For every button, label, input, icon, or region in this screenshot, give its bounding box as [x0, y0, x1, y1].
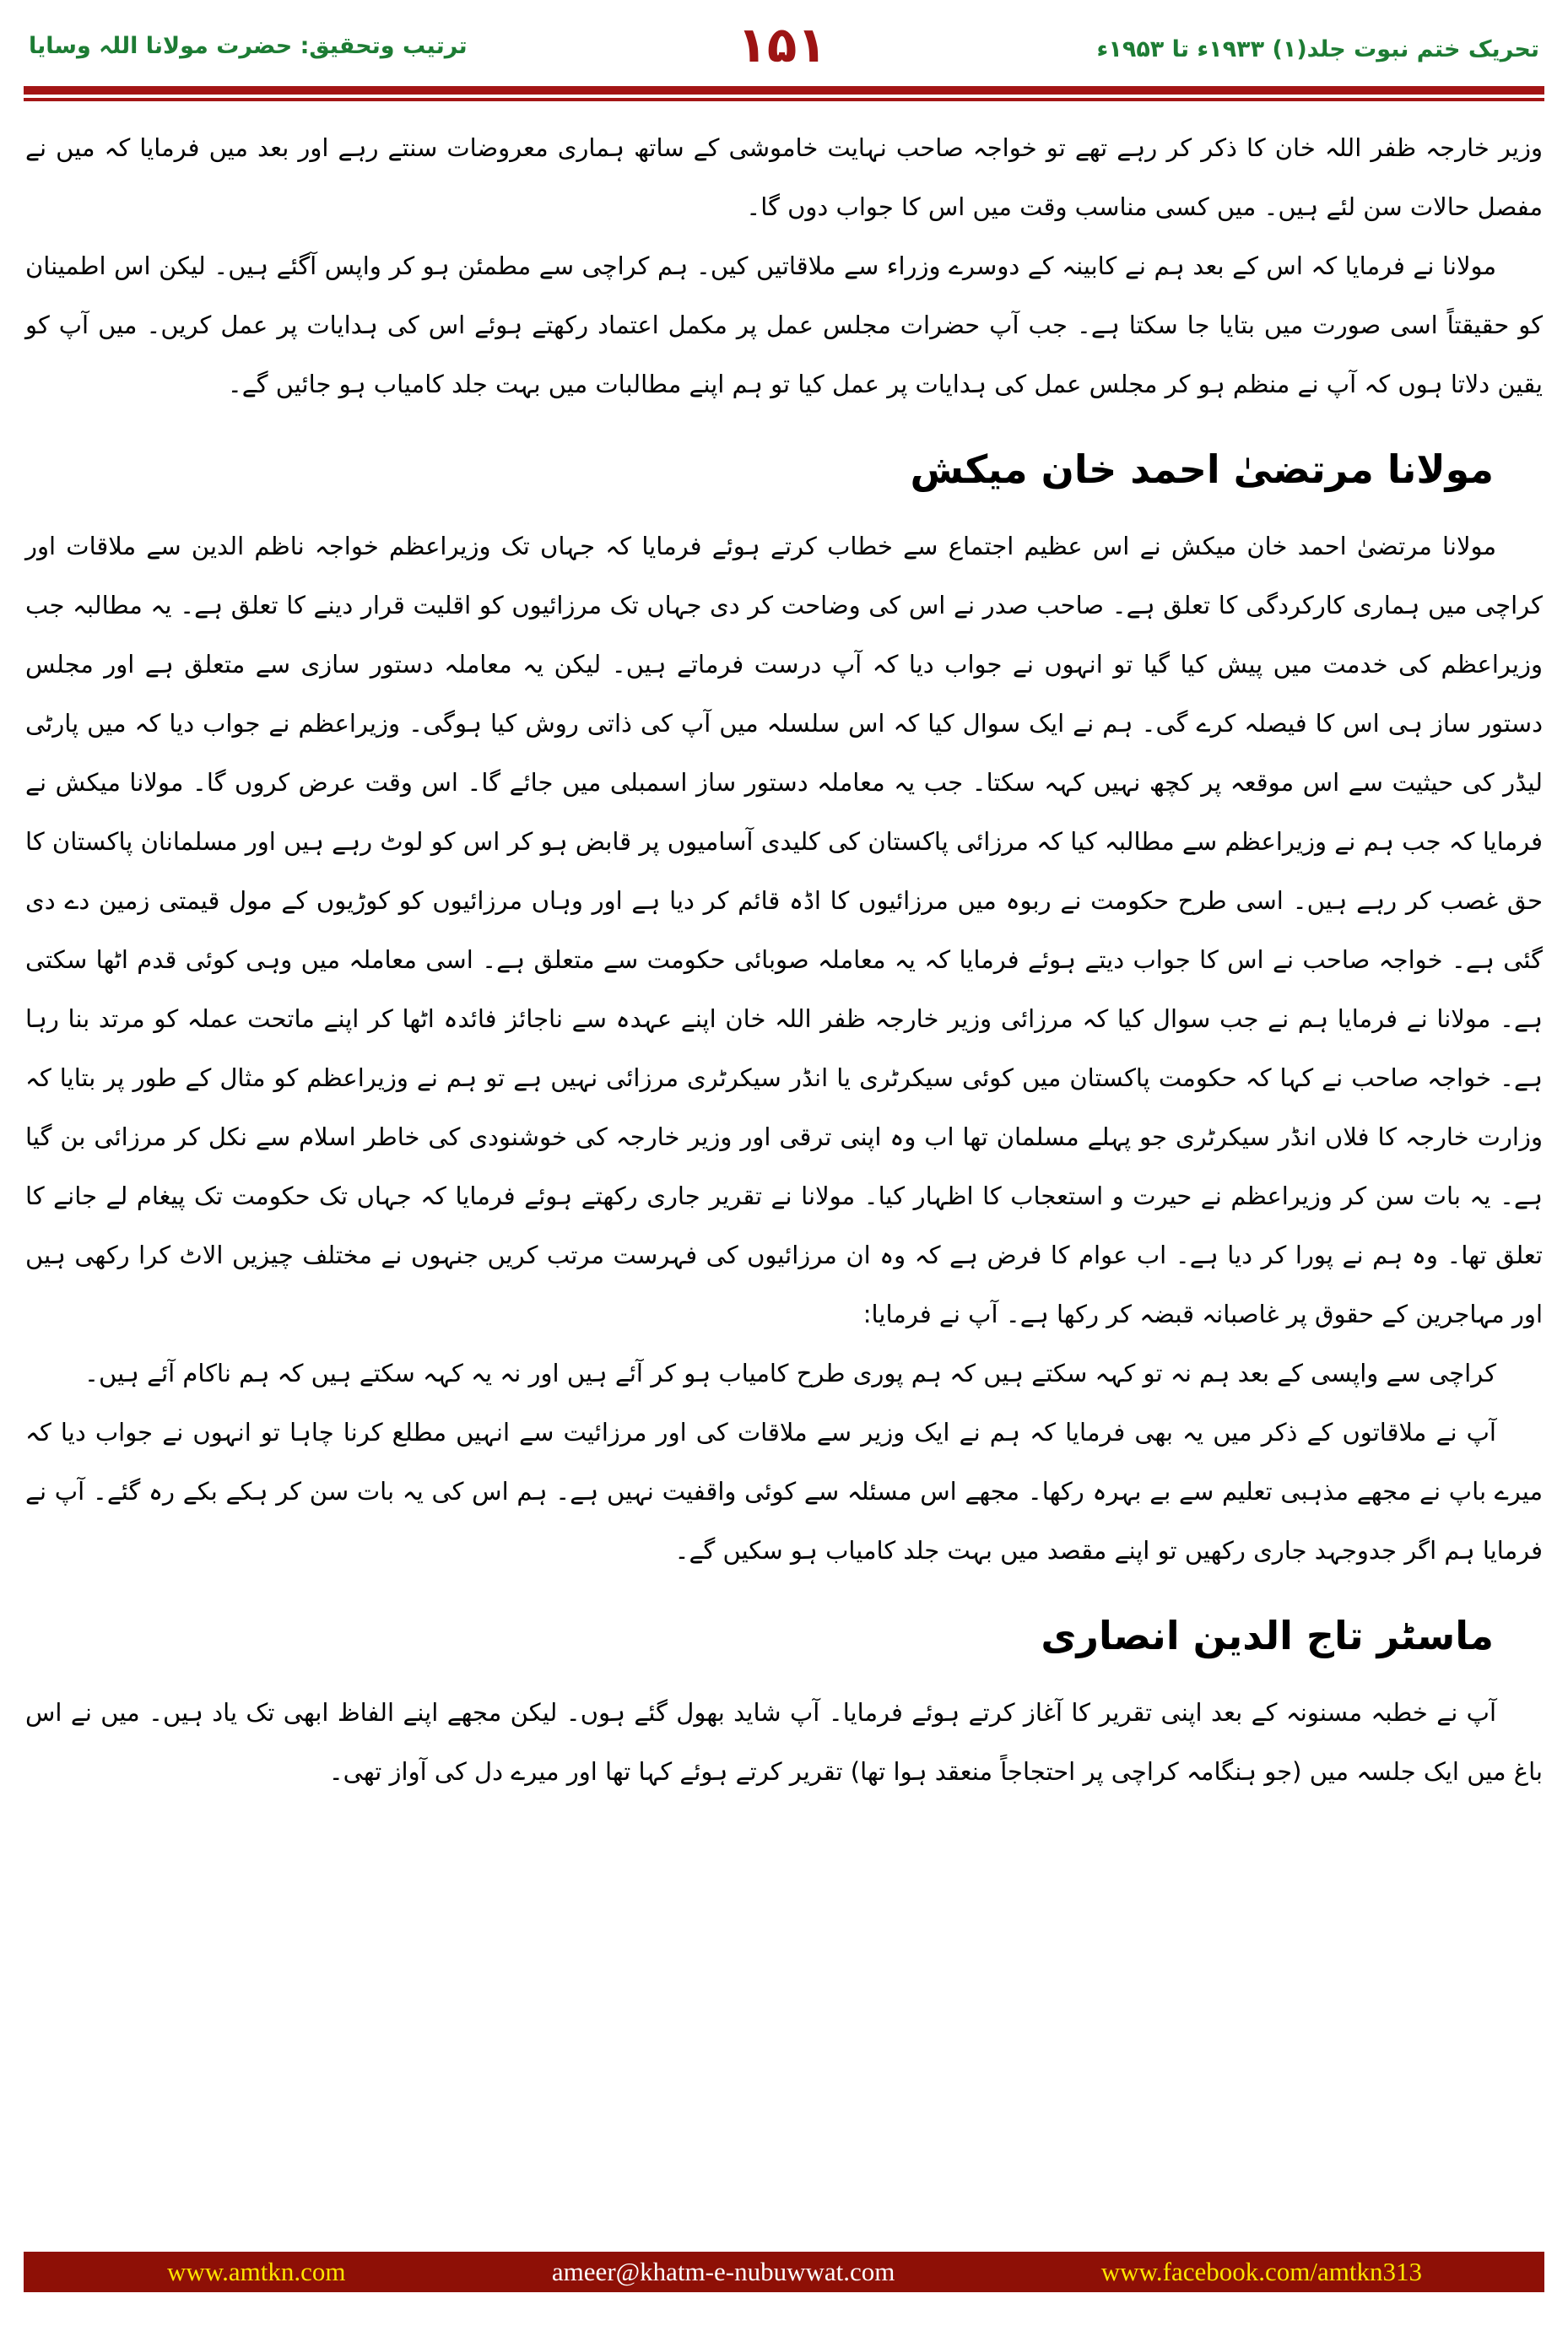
- email-link[interactable]: ameer@khatm-e-nubuwwat.com: [551, 2257, 895, 2286]
- quote-line: کراچی سے واپسی کے بعد ہم نہ تو کہہ سکتے ہیں کہ ہم پوری طرح کامیاب ہو کر آئے ہیں اور نہ یہ کہہ سکتے ہیں کہ ہم ناکام آئے ہیں۔: [84, 1358, 1496, 1387]
- body-paragraph: وزیر خارجہ ظفر اللہ خان کا ذکر کر رہے تھے تو خواجہ صاحب نہایت خاموشی کے ساتھ ہماری معروضات سنتے رہے اور بعد میں فرمایا کہ میں نے مفصل حالات سن لئے ہیں۔ میں کسی مناسب وقت میں اس کا جواب دوں گا۔: [25, 133, 1543, 221]
- website-link[interactable]: www.amtkn.com: [167, 2257, 346, 2286]
- page-body: [0, 101, 1568, 1801]
- body-paragraph: مولانا مرتضیٰ احمد خان میکش نے اس عظیم اجتماع سے خطاب کرتے ہوئے فرمایا کہ جہاں تک وزیراعظم خواجہ ناظم الدین سے ملاقات اور کراچی میں ہماری کارکردگی کا تعلق ہے۔ صاحب صدر نے اس کی وضاحت کر دی جہاں تک مرزائیوں کو اقلیت قرار دینے کا تعلق ہے۔ یہ مطالبہ جب وزیراعظم کی خدمت میں پیش کیا گیا تو انہوں نے جواب دیا کہ آپ درست فرماتے ہیں۔ لیکن یہ معاملہ دستور سازی سے متعلق ہے اور مجلس دستور ساز ہی اس کا فیصلہ کرے گی۔ ہم نے ایک سوال کیا کہ اس سلسلہ میں آپ کی ذاتی روش کیا ہوگی۔ وزیراعظم نے جواب دیا کہ میں پارٹی لیڈر کی حیثیت سے اس موقعہ پر کچھ نہیں کہہ سکتا۔ جب یہ معاملہ دستور ساز اسمبلی میں جائے گا۔ اس وقت عرض کروں گا۔ مولانا میکش نے فرمایا کہ جب ہم نے وزیراعظم سے مطالبہ کیا کہ مرزائی پاکستان کی کلیدی آسامیوں پر قابض ہو کر اس کو لوٹ رہے ہیں اور مسلمانان پاکستان کا حق غصب کر رہے ہیں۔ اسی طرح حکومت نے ربوہ میں مرزائیوں کا اڈہ قائم کر دیا ہے اور وہاں مرزائیوں کو کوڑیوں کے مول قیمتی زمین دے دی گئی ہے۔ خواجہ صاحب نے اس کا جواب دیتے ہوئے فرمایا کہ یہ معاملہ صوبائی حکومت سے متعلق ہے۔ اسی معاملہ میں وہی کوئی قدم اٹھا سکتی ہے۔ مولانا نے فرمایا ہم نے جب سوال کیا کہ مرزائی وزیر خارجہ ظفر اللہ خان اپنے عہدہ سے ناجائز فائدہ اٹھا کر اپنے ماتحت عملہ کو مرتد بنا رہا ہے۔ خواجہ صاحب نے کہا کہ حکومت پاکستان میں کوئی سیکرٹری یا انڈر سیکرٹری مرزائی نہیں ہے تو ہم نے وزیراعظم کو مثال کے طور پر بتایا کہ وزارت خارجہ کا فلاں انڈر سیکرٹری جو پہلے مسلمان تھا اب وہ اپنی ترقی اور وزیر خارجہ کی خوشنودی کی خاطر اسلام سے نکل کر مرزائی بن گیا ہے۔ یہ بات سن کر وزیراعظم نے حیرت و استعجاب کا اظہار کیا۔ مولانا نے تقریر جاری رکھتے ہوئے فرمایا کہ جہاں تک حکومت تک پیغام لے جانے کا تعلق تھا۔ وہ ہم نے پورا کر دیا ہے۔ اب عوام کا فرض ہے کہ وہ ان مرزائیوں کی فہرست مرتب کریں جنہوں نے مختلف چیزیں الاٹ کرا رکھی ہیں اور مہاجرین کے حقوق پر غاصبانہ قبضہ کر رکھا ہے۔ آپ نے فرمایا:: [25, 531, 1543, 1328]
- body-paragraph: آپ نے خطبہ مسنونہ کے بعد اپنی تقریر کا آغاز کرتے ہوئے فرمایا۔ آپ شاید بھول گئے ہوں۔ لیکن مجھے اپنے الفاظ ابھی تک یاد ہیں۔ میں نے اس باغ میں ایک جلسہ میں (جو ہنگامہ کراچی پر احتجاجاً منعقد ہوا تھا) تقریر کرتے ہوئے کہا تھا اور میرے دل کی آواز تھی۔: [25, 1697, 1543, 1786]
- page-header: [0, 0, 1568, 73]
- body-paragraph: مولانا نے فرمایا کہ اس کے بعد ہم نے کابینہ کے دوسرے وزراء سے ملاقاتیں کیں۔ ہم کراچی سے مطمئن ہو کر واپس آگئے ہیں۔ لیکن اس اطمینان کو حقیقتاً اسی صورت میں بتایا جا سکتا ہے۔ جب آپ حضرات مجلس عمل پر مکمل اعتماد رکھتے ہوئے اس کی ہدایات پر عمل کریں۔ میں آپ کو یقین دلاتا ہوں کہ آپ نے منظم ہو کر مجلس عمل کی ہدایات پر عمل کیا تو ہم اپنے مطالبات میں بہت جلد کامیاب ہو جائیں گے۔: [25, 251, 1543, 398]
- body-paragraph: آپ نے ملاقاتوں کے ذکر میں یہ بھی فرمایا کہ ہم نے ایک وزیر سے ملاقات کی اور مرزائیت سے انہیں مطلع کرنا چاہا تو انہوں نے جواب دیا کہ میرے باپ نے مجھے مذہبی تعلیم سے بے بہرہ رکھا۔ مجھے اس مسئلہ سے کوئی واقفیت نہیں ہے۔ ہم اس کی یہ بات سن کر ہکے بکے رہ گئے۔ آپ نے فرمایا ہم اگر جدوجہد جاری رکھیں تو اپنے مقصد میں بہت جلد کامیاب ہو سکیں گے۔: [25, 1417, 1543, 1565]
- book-title: تحریک ختم نبوت جلد(۱) ۱۹۳۳ء تا ۱۹۵۳ء: [1096, 36, 1539, 62]
- header-rule: [24, 86, 1544, 101]
- section-heading-master-taj-ud-din-ansari: ماسٹر تاج الدین انصاری: [1041, 1612, 1494, 1658]
- page-number: ۱۵۱: [737, 16, 827, 73]
- compilation-credit: ترتیب وتحقیق: حضرت مولانا اللہ وسایا: [29, 33, 468, 59]
- section-heading-maulana-murtaza-ahmad-khan-maikash: مولانا مرتضیٰ احمد خان میکش: [910, 446, 1494, 492]
- facebook-link[interactable]: www.facebook.com/amtkn313: [1100, 2257, 1422, 2286]
- footer-bar: [24, 2252, 1544, 2292]
- header-rule-thick-line: [24, 86, 1544, 95]
